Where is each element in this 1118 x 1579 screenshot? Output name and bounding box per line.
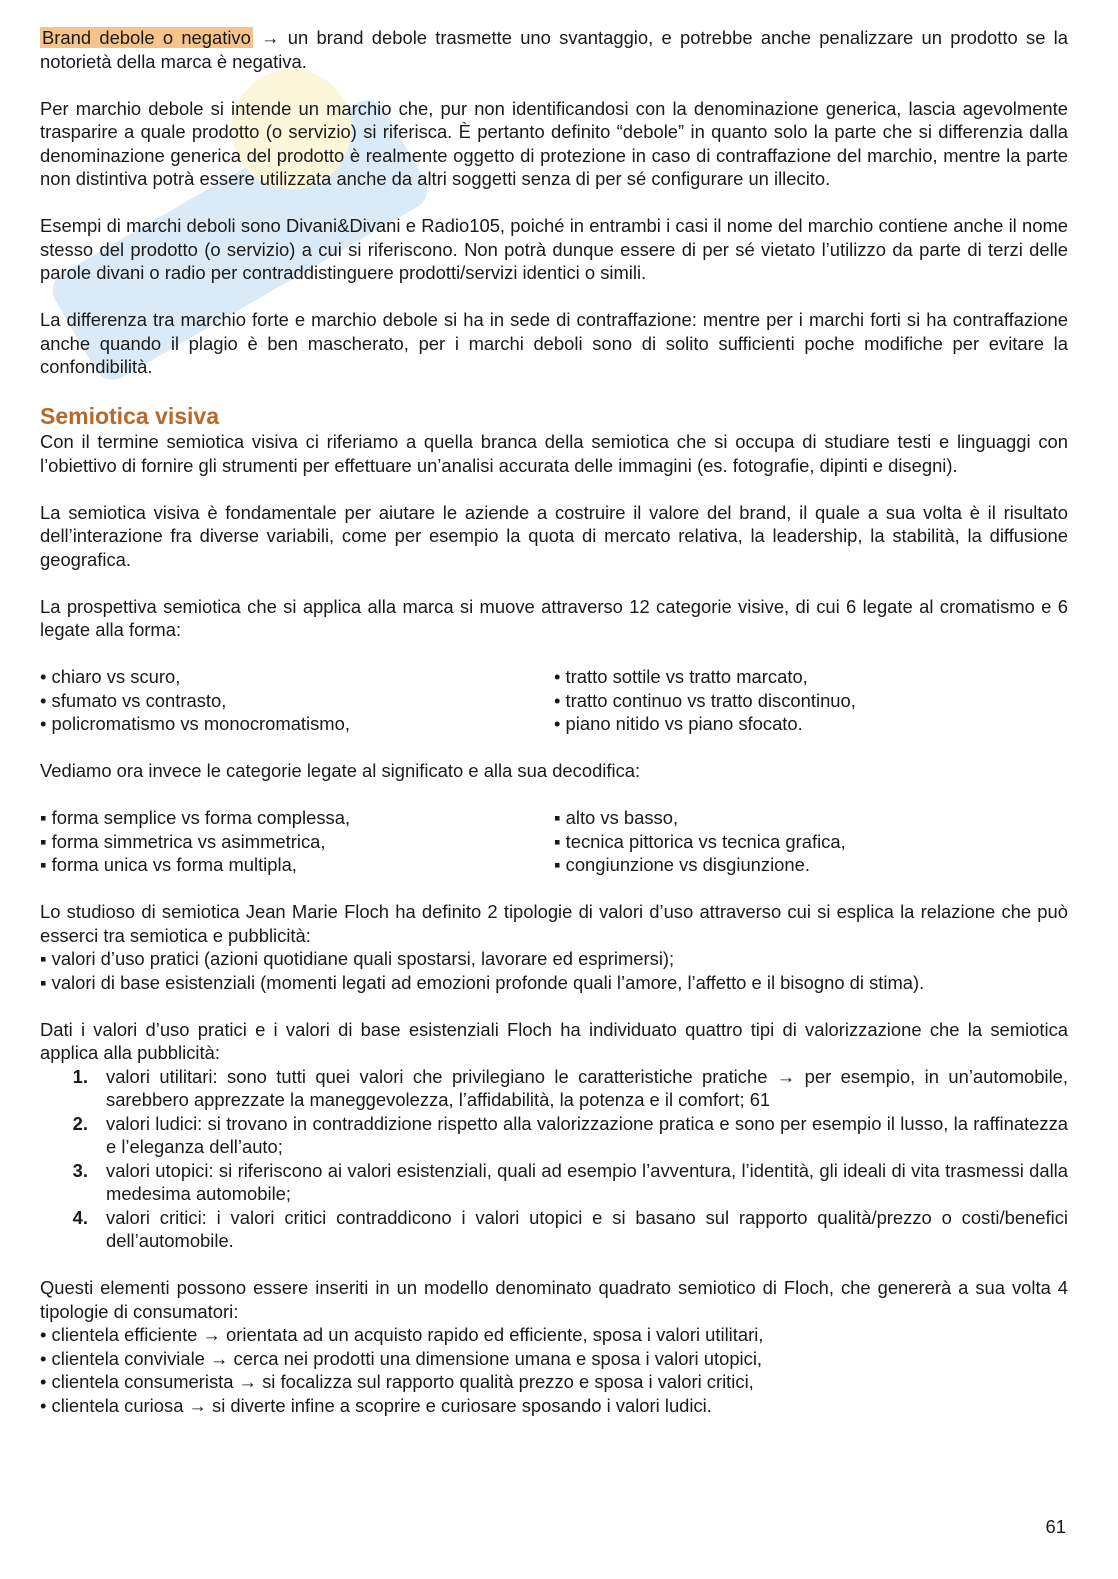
item-number: 3. [72, 1159, 88, 1181]
list-item: ▪ valori di base esistenziali (momenti legati ad emozioni profonde quali l’amore, l’affetto e il bisogno di stima). [40, 971, 925, 993]
intro-text: → un brand debole trasmette uno svantaggio, e potrebbe anche penalizzare un prodotto se la notorietà della marca è negativa. [40, 27, 1068, 72]
paragraph: La differenza tra marchio forte e marchio debole si ha in sede di contraffazione: mentre per i marchi forti si ha contraffazione anche quando il plagio è ben mascherato, per i marchi deboli sono di solito sufficienti poche modifiche per evitare la confondibilità. [40, 309, 1068, 377]
numbered-item [40, 1112, 1068, 1159]
paragraph: La semiotica visiva è fondamentale per aiutare le aziende a costruire il valore del brand, il quale a sua volta è il risultato dell’interazione fra diverse variabili, come per esempio la quota di mercato relativa, la leadership, la stabilità, la diffusione geografica. [40, 501, 1068, 570]
document-page [40, 26, 1068, 1417]
paragraph: Con il termine semiotica visiva ci riferiamo a quella branca della semiotica che si occupa di studiare testi e linguaggi con l’obiettivo di fornire gli strumenti per effettuare un’analisi accurata delle immagini (es. fotografie, dipinti e disegni). [40, 431, 1068, 476]
paragraph: Dati i valori d’uso pratici e i valori di base esistenziali Floch ha individuato quattro tipi di valorizzazione che la semiotica applica alla pubblicità: [40, 1018, 1068, 1063]
item-text: valori ludici: si trovano in contraddizione rispetto alla valorizzazione pratica e sono per esempio il lusso, la raffinatezza e l’eleganza dell’auto; [106, 1112, 1068, 1157]
intro-paragraph [40, 26, 1068, 73]
paragraph: Questi elementi possono essere inseriti in un modello denominato quadrato semiotico di Floch, che genererà a sua volta 4 tipologie di consumatori: [40, 1277, 1068, 1322]
list-item: ▪ valori d’uso pratici (azioni quotidiane quali spostarsi, lavorare ed esprimersi); [40, 948, 675, 969]
list-item: • chiaro vs scuro, [40, 666, 181, 687]
list-item: ▪ forma semplice vs forma complessa, [40, 807, 351, 828]
item-number: 4. [72, 1206, 88, 1228]
highlighted-term: Brand debole o negativo [42, 27, 251, 48]
list-item: • clientela curiosa → si diverte infine a scoprire e curiosare sposando i valori ludici. [40, 1394, 712, 1416]
numbered-item [40, 1065, 1068, 1112]
numbered-item [40, 1159, 1068, 1206]
list-item: • clientela consumerista → si focalizza sul rapporto qualità prezzo e sposa i valori critici, [40, 1371, 754, 1392]
list-item: ▪ tecnica pittorica vs tecnica grafica, [554, 830, 846, 852]
list-item: • piano nitido vs piano sfocato. [554, 713, 803, 734]
page-number: 61 [1045, 1516, 1066, 1537]
numbered-item [40, 1206, 1068, 1253]
meaning-categories-list [40, 806, 1068, 877]
valorizzazioni-list [40, 1065, 1068, 1253]
paragraph: Vediamo ora invece le categorie legate al significato e alla sua decodifica: [40, 760, 641, 781]
paragraph: Per marchio debole si intende un marchio che, pur non identificandosi con la denominazione generica, lascia agevolmente trasparire a quale prodotto (o servizio) si riferisca. È pertanto definito “debole” in quanto solo la parte che si differenzia dalla denominazione generica del prodotto è realmente oggetto di protezione in caso di contraffazione del marchio, mentre la parte non distintiva potrà essere utilizzata anche da altri soggetti senza di per sé configurare un illecito. [40, 97, 1068, 189]
section-heading: Semiotica visiva [40, 403, 219, 429]
list-item: ▪ forma unica vs forma multipla, [40, 854, 297, 875]
list-item: ▪ congiunzione vs disgiunzione. [554, 854, 810, 875]
list-item: ▪ forma simmetrica vs asimmetrica, [40, 830, 326, 852]
list-column-right [554, 665, 1068, 736]
visual-categories-list [40, 665, 1068, 736]
list-item: • clientela conviviale → cerca nei prodotti una dimensione umana e sposa i valori utopici, [40, 1347, 763, 1369]
item-number: 2. [72, 1112, 88, 1134]
paragraph: La prospettiva semiotica che si applica alla marca si muove attraverso 12 categorie visive, di cui 6 legate al cromatismo e 6 legate alla forma: [40, 595, 1068, 640]
item-text: valori critici: i valori critici contraddicono i valori utopici e si basano sul rapporto qualità/prezzo o costi/benefici dell’automobile. [106, 1206, 1068, 1251]
item-text: valori utopici: si riferiscono ai valori esistenziali, quali ad esempio l’avventura, l’identità, gli ideali di vita trasmessi dalla medesima automobile; [106, 1159, 1068, 1204]
paragraph: Esempi di marchi deboli sono Divani&Divani e Radio105, poiché in entrambi i casi il nome del marchio contiene anche il nome stesso del prodotto (o servizio) a cui si riferiscono. Non potrà dunque essere di per sé vietato l’utilizzo da parte di terzi delle parole divani o radio per contraddistinguere prodotti/servizi identici o simili. [40, 215, 1068, 283]
list-column-left [40, 806, 554, 877]
item-number: 1. [72, 1065, 88, 1087]
list-item: • clientela efficiente → orientata ad un acquisto rapido ed efficiente, sposa i valori utilitari, [40, 1324, 764, 1345]
list-column-right [554, 806, 1068, 877]
list-item: • tratto continuo vs tratto discontinuo, [554, 689, 856, 711]
item-text: valori utilitari: sono tutti quei valori che privilegiano le caratteristiche pratiche → per esempio, in un’automobile, sarebbero apprezzate la maneggevolezza, l’affidabilità, la potenza e il comfort; 61 [106, 1065, 1068, 1110]
list-item: • sfumato vs contrasto, [40, 689, 227, 711]
paragraph: Lo studioso di semiotica Jean Marie Floch ha definito 2 tipologie di valori d’uso attraverso cui si esplica la relazione che può esserci tra semiotica e pubblicità: [40, 901, 1068, 946]
list-column-left [40, 665, 554, 736]
list-item: • policromatismo vs monocromatismo, [40, 713, 350, 734]
list-item: ▪ alto vs basso, [554, 807, 679, 828]
list-item: • tratto sottile vs tratto marcato, [554, 666, 808, 687]
